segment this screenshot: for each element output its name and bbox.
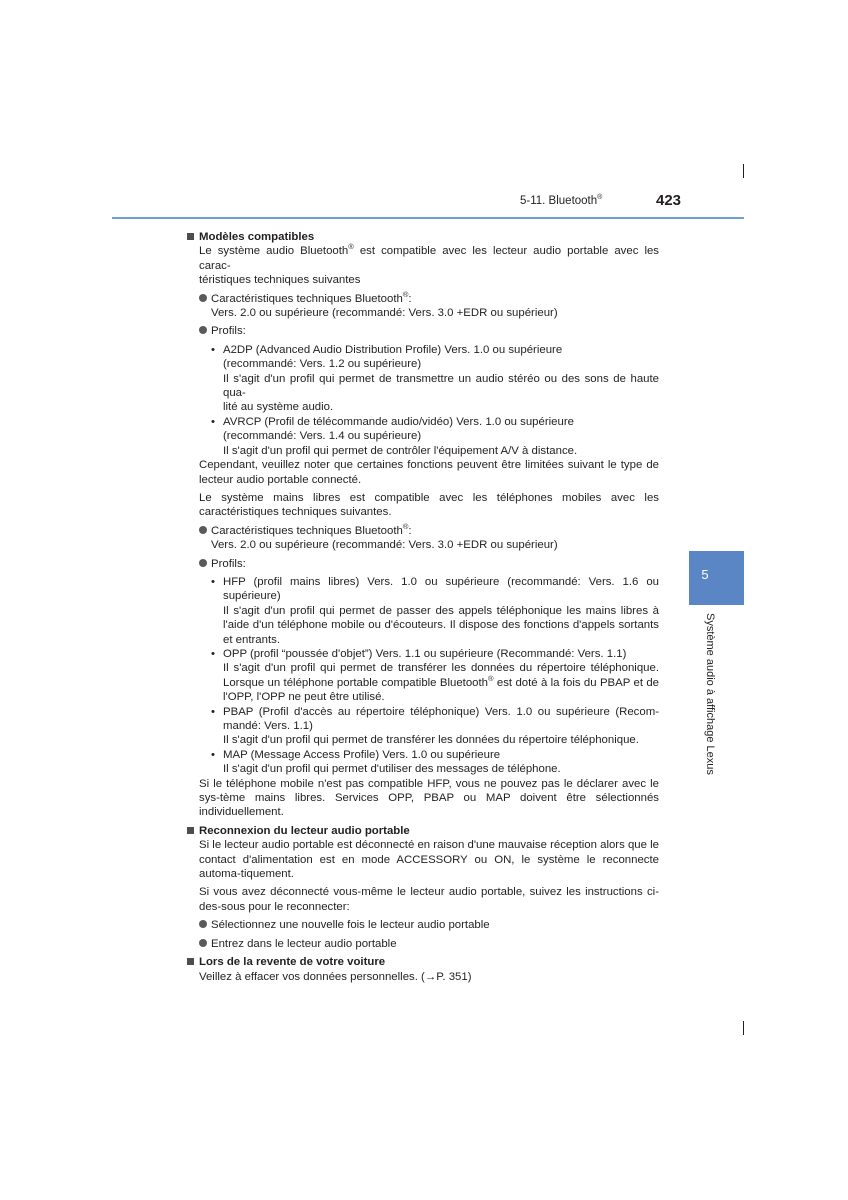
- profile-item-a2dp: • A2DP (Advanced Audio Distribution Profile) Vers. 1.0 ou supérieure (recommandé: Vers. 1.2 ou supérieure) Il s'agit d'un profil qui permet de transmettre un audio stéréo ou des sons de haute qua- lité au système audio.: [211, 343, 659, 414]
- section-heading-reconnection: Reconnexion du lecteur audio portable: [187, 824, 659, 838]
- chapter-tab: [689, 551, 744, 605]
- bullet-item: Profils:: [211, 324, 659, 338]
- profile-item-opp: • OPP (profil “poussée d'objet”) Vers. 1.1 ou supérieure (Recommandé: Vers. 1.1) Il s'agit d'un profil qui permet de transférer les données du répertoire téléphonique. Lorsque un téléphone portable compatible Bluetooth® est doté à la fois du PBAP et de l'OPP, l'OPP ne peut être utilisé.: [211, 647, 660, 704]
- circle-bullet-icon: [199, 294, 207, 302]
- square-bullet-icon: [187, 958, 194, 965]
- section-heading-resale: Lors de la revente de votre voiture: [187, 955, 659, 969]
- profile-item-hfp: • HFP (profil mains libres) Vers. 1.0 ou supérieure (recommandé: Vers. 1.6 ou supérieure) Il s'agit d'un profil qui permet de passer des appels téléphonique les mains libres à l'aide d'un téléphone mobile ou d'écouteurs. Il dispose des fonctions d'appels sortants et entrants.: [211, 575, 659, 646]
- paragraph: Le système audio Bluetooth® est compatible avec les lecteur audio portable avec les carac- téristiques techniques suivantes: [199, 242, 659, 287]
- section-heading-compatible-models: Modèles compatibles: [187, 230, 659, 244]
- page-content: [187, 226, 659, 984]
- square-bullet-icon: [187, 233, 194, 240]
- paragraph: Si le téléphone mobile n'est pas compatible HFP, vous ne pouvez pas le déclarer avec le sys-tème mains libres. Services OPP, PBAP ou MAP doivent être sélectionnés individuellement.: [199, 777, 659, 819]
- header-rule: [112, 217, 744, 219]
- crop-mark-bottom: [743, 1021, 744, 1035]
- profile-item-avrcp: • AVRCP (Profil de télécommande audio/vidéo) Vers. 1.0 ou supérieure (recommandé: Vers. 1.4 ou supérieure) Il s'agit d'un profil qui permet de contrôler l'équipement A/V à distance.: [211, 415, 578, 457]
- bullet-item: Caractéristiques techniques Bluetooth®: Vers. 2.0 ou supérieure (recommandé: Vers. 3.0 +EDR ou supérieur): [211, 292, 659, 321]
- chapter-title: Système audio à affichage Lexus: [704, 613, 716, 775]
- circle-bullet-icon: [199, 326, 207, 334]
- bullet-item: Sélectionnez une nouvelle fois le lecteur audio portable: [211, 918, 659, 932]
- header-section-title: 5-11. Bluetooth®: [520, 194, 603, 207]
- paragraph: Si vous avez déconnecté vous-même le lecteur audio portable, suivez les instructions ci-des-sous pour le reconnecter:: [199, 886, 659, 913]
- circle-bullet-icon: [199, 526, 207, 534]
- profile-item-pbap: • PBAP (Profil d'accès au répertoire téléphonique) Vers. 1.0 ou supérieure (Recom-mandé: Vers. 1.1) Il s'agit d'un profil qui permet de transférer les données du répertoire téléphonique.: [211, 705, 659, 747]
- paragraph: Cependant, veuillez noter que certaines fonctions peuvent être limitées suivant le type de lecteur audio portable connecté.: [199, 459, 659, 486]
- paragraph: Si le lecteur audio portable est déconnecté en raison d'une mauvaise réception alors que le contact d'alimentation est en mode ACCESSORY ou ON, le système le reconnecte automa-tiquement.: [199, 839, 659, 881]
- page-number: 423: [656, 192, 682, 209]
- profile-item-map: • MAP (Message Access Profile) Vers. 1.0 ou supérieure Il s'agit d'un profil qui permet d'utiliser des messages de téléphone.: [211, 748, 561, 776]
- square-bullet-icon: [187, 827, 194, 834]
- bullet-item: Caractéristiques techniques Bluetooth®: Vers. 2.0 ou supérieure (recommandé: Vers. 3.0 +EDR ou supérieur): [211, 524, 659, 553]
- chapter-number: 5: [701, 567, 709, 582]
- circle-bullet-icon: [199, 559, 207, 567]
- paragraph: Veillez à effacer vos données personnelles. (→P. 351): [199, 970, 472, 983]
- bullet-item: Entrez dans le lecteur audio portable: [211, 937, 659, 951]
- paragraph: Le système mains libres est compatible avec les téléphones mobiles avec les caractéristiques techniques suivantes.: [199, 491, 659, 519]
- circle-bullet-icon: [199, 920, 207, 928]
- crop-mark-top: [743, 164, 744, 178]
- bullet-item: Profils:: [211, 557, 659, 571]
- circle-bullet-icon: [199, 939, 207, 947]
